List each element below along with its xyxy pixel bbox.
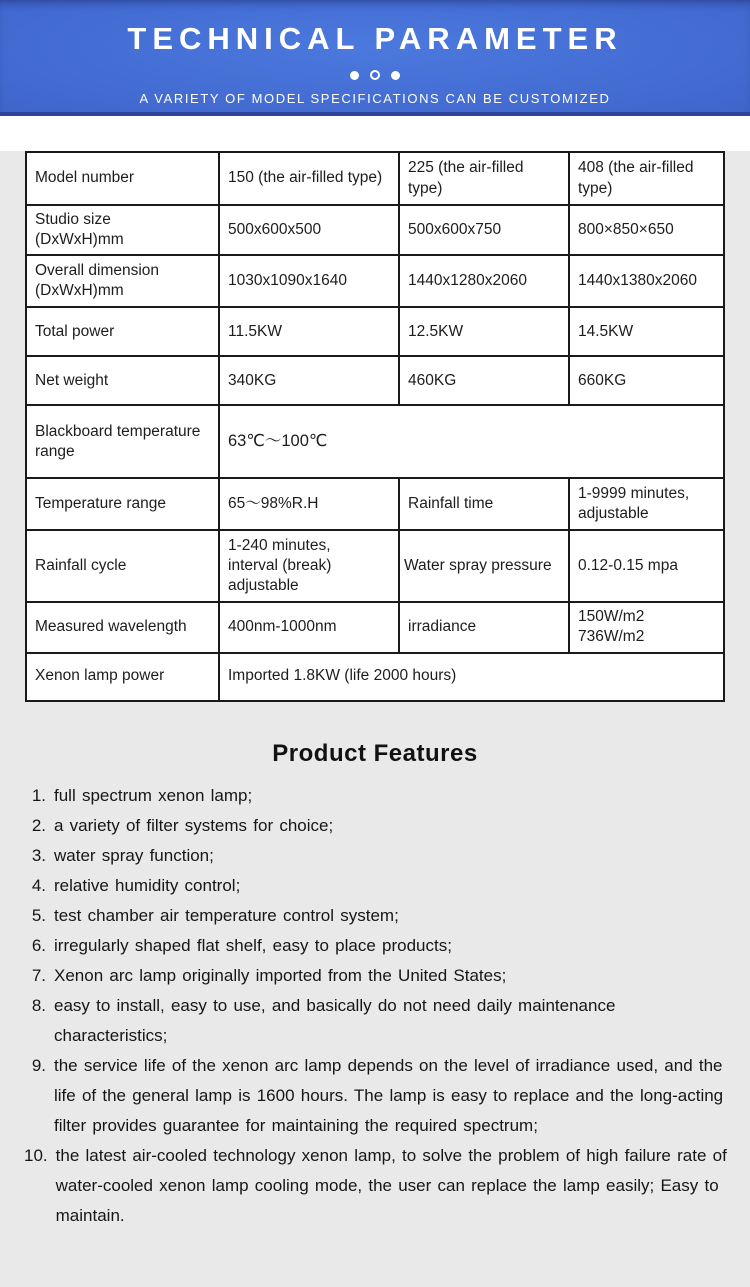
feature-text: irregularly shaped flat shelf, easy to place products; [54,935,452,955]
spec-value: 63℃～100℃ [219,405,724,478]
table-row [26,356,724,405]
banner-subtitle: A VARIETY OF MODEL SPECIFICATIONS CAN BE CUSTOMIZED [139,91,611,106]
feature-number: 3. [31,845,46,865]
feature-number: 7. [31,965,46,985]
spec-label: Rainfall cycle [26,530,219,602]
spec-value: 11.5KW [219,307,399,356]
spec-value-line: 1-240 minutes, [228,537,331,555]
dot-hollow-icon [370,70,380,80]
page-title: TECHNICAL PARAMETER [127,21,623,56]
divider [0,116,750,123]
spec-value: 1440x1380x2060 [569,255,724,307]
feature-item [24,901,730,931]
spec-label: Rainfall time [399,478,569,530]
feature-number: 1. [31,785,46,805]
spec-value: 800×850×650 [569,205,724,255]
feature-number: 6. [31,935,46,955]
table-row [26,152,724,205]
feature-text: a variety of filter systems for choice; [54,815,334,835]
spec-label: Xenon lamp power [26,653,219,701]
feature-item [24,841,730,871]
dot-filled-icon [391,71,400,80]
feature-text: the service life of the xenon arc lamp depends on the level of irradiance used, and the life of the general lamp is 1600 hours. The lamp is easy to replace and the long-acting filter provides guarantee for maintaining the required spectrum; [54,1055,724,1135]
spec-label: Total power [26,307,219,356]
table-row [26,530,724,602]
feature-number: 8. [31,995,46,1015]
spec-value [569,478,724,530]
feature-text: the latest air-cooled technology xenon lamp, to solve the problem of high failure rate of water-cooled xenon lamp cooling mode, the user can replace the lamp easily; Easy to maintain. [55,1145,727,1225]
spec-table [25,151,725,702]
dot-filled-icon [350,71,359,80]
table-row [26,205,724,255]
spec-value: 660KG [569,356,724,405]
spec-label-line: Blackboard temperature [35,422,201,440]
spec-label-line: Overall dimension [35,262,160,280]
feature-text: easy to install, easy to use, and basically do not need daily maintenance characteristics; [54,995,616,1045]
spec-value: 500x600x750 [399,205,569,255]
spec-value: 150 (the air-filled type) [219,152,399,205]
spec-value: 460KG [399,356,569,405]
table-row [26,307,724,356]
spec-value: 408 (the air-filled type) [569,152,724,205]
feature-text: water spray function; [54,845,214,865]
feature-text: Xenon arc lamp originally imported from the United States; [54,965,507,985]
spec-value-line: adjustable [578,505,649,523]
spec-value: 65～98%R.H [219,478,399,530]
feature-item [24,871,730,901]
spec-value: Imported 1.8KW (life 2000 hours) [219,653,724,701]
feature-item [24,991,730,1051]
spec-value-line: 150W/m2 [578,608,645,626]
spec-value-line: 1-9999 minutes, [578,485,690,503]
content-area [0,151,750,1287]
feature-item [24,1141,730,1231]
table-row [26,602,724,652]
spec-label: Measured wavelength [26,602,219,652]
spec-label: irradiance [399,602,569,652]
spec-value [569,602,724,652]
spec-label-line: (DxWxH)mm [35,231,124,249]
table-row [26,255,724,307]
spec-value: 340KG [219,356,399,405]
spec-value-line: 736W/m2 [578,628,645,646]
spec-value: 12.5KW [399,307,569,356]
spec-label-line: (DxWxH)mm [35,282,124,300]
pagination-dots [0,70,750,80]
feature-text: test chamber air temperature control system; [54,905,399,925]
header-banner [0,0,750,116]
spec-value: 400nm-1000nm [219,602,399,652]
feature-item [24,1051,730,1141]
spec-value: 1440x1280x2060 [399,255,569,307]
spec-value-line: interval (break) [228,557,332,575]
spec-label: Water spray pressure [399,530,569,602]
feature-item [24,781,730,811]
spec-label [26,405,219,478]
features-title: Product Features [272,739,478,767]
spec-value: 225 (the air-filled type) [399,152,569,205]
spec-label: Model number [26,152,219,205]
spec-value: 500x600x500 [219,205,399,255]
table-row [26,653,724,701]
feature-item [24,811,730,841]
spec-value: 1030x1090x1640 [219,255,399,307]
spec-value: 14.5KW [569,307,724,356]
spec-label: Temperature range [26,478,219,530]
spec-label: Net weight [26,356,219,405]
feature-text: full spectrum xenon lamp; [54,785,253,805]
table-row [26,478,724,530]
feature-item [24,931,730,961]
spec-value-line: adjustable [228,577,299,595]
spec-label-line: range [35,442,75,460]
spec-label-line: Studio size [35,211,111,228]
feature-number: 10. [24,1145,48,1165]
spec-label [26,205,219,255]
feature-number: 5. [31,905,46,925]
feature-text: relative humidity control; [54,875,241,895]
features-list [0,781,750,1231]
feature-number: 4. [31,875,46,895]
table-row [26,405,724,478]
feature-item [24,961,730,991]
feature-number: 2. [31,815,46,835]
spec-value [219,530,399,602]
feature-number: 9. [31,1055,46,1075]
spec-value: 0.12-0.15 mpa [569,530,724,602]
spec-label [26,255,219,307]
